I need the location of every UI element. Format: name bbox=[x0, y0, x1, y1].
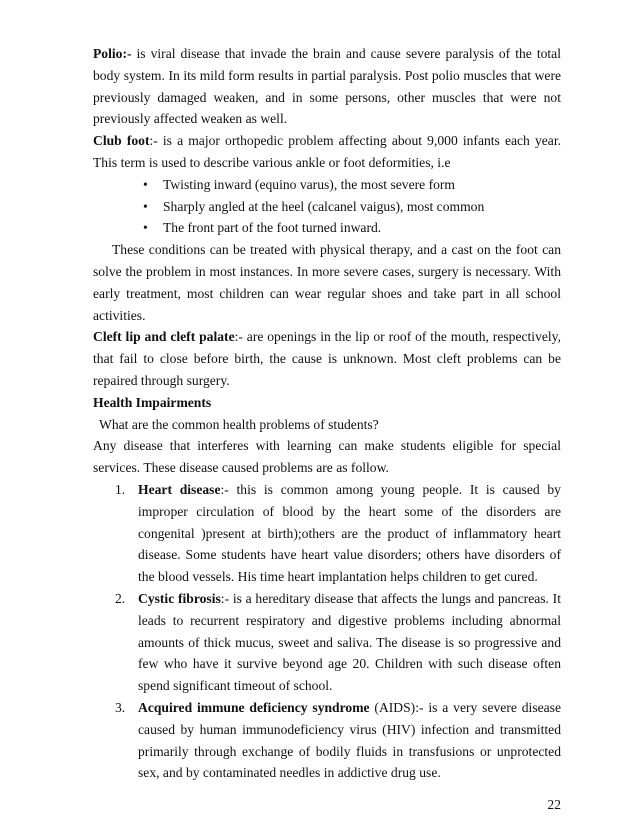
health-question: What are the common health problems of students? bbox=[99, 416, 379, 432]
list-item bbox=[115, 479, 561, 588]
polio-term: Polio:- bbox=[93, 46, 132, 61]
clubfoot-bullet-list bbox=[93, 174, 561, 239]
item-text: :- is a hereditary disease that affects the lungs and pancreas. It leads to recurrent respiratory and digestive problems including abnormal amounts of thick mucus, sweet and saliva. The disease is so progressive and few who have it survive beyond age 20. Children with such disease often spend significant timeout of school. bbox=[138, 590, 561, 694]
item-number: 3. bbox=[115, 699, 126, 715]
clubfoot-term: Club foot bbox=[93, 133, 150, 149]
item-term: Acquired immune deficiency syndrome bbox=[138, 699, 370, 715]
bullet-icon: • bbox=[143, 220, 148, 236]
item-term: Cystic fibrosis bbox=[138, 590, 221, 606]
bullet-icon: • bbox=[143, 198, 148, 214]
item-number: 1. bbox=[115, 481, 126, 497]
page-body bbox=[93, 43, 561, 784]
list-item: • Sharply angled at the heel (calcanel vaigus), most common bbox=[143, 196, 561, 218]
item-text: (AIDS):- is a very severe disease caused by human immunodeficiency virus (HIV) infection and transmitted primarily through exchange of bodily fluids in transfusions or unprotected sex, and by contaminated needles in addictive drug use. bbox=[138, 699, 561, 781]
item-number: 2. bbox=[115, 590, 126, 606]
cleft-paragraph bbox=[93, 326, 561, 391]
cleft-text: :- are openings in the lip or roof of the mouth, respectively, that fail to close before birth, the cause is unknown. Most cleft problems can be repaired through surgery. bbox=[93, 329, 561, 388]
page-number: 22 bbox=[547, 797, 561, 812]
clubfoot-paragraph bbox=[93, 130, 561, 174]
list-item bbox=[115, 588, 561, 697]
clubfoot-treatment-paragraph: These conditions can be treated with physical therapy, and a cast on the foot can solve the problem in most instances. In more severe cases, surgery is necessary. With early treatment, most children can wear regular shoes and take part in all school activities. bbox=[93, 242, 561, 323]
polio-text: is viral disease that invade the brain and cause severe paralysis of the total body system. In its mild form results in partial paralysis. Post polio muscles that were previously damaged weaken, and in some persons, other muscles that were not previously affected weaken as well. bbox=[93, 46, 561, 127]
health-intro: Any disease that interferes with learning can make students eligible for special services. These disease caused problems are as follow. bbox=[93, 438, 561, 476]
list-item: • Twisting inward (equino varus), the most severe form bbox=[143, 174, 561, 196]
clubfoot-text: :- is a major orthopedic problem affecting about 9,000 infants each year. This term is used to describe various ankle or foot deformities, i.e bbox=[93, 133, 561, 170]
health-numbered-list bbox=[93, 479, 561, 784]
item-term: Heart disease bbox=[138, 481, 221, 497]
health-heading: Health Impairments bbox=[93, 394, 212, 410]
list-item bbox=[115, 697, 561, 784]
polio-paragraph bbox=[93, 43, 561, 130]
cleft-term: Cleft lip and cleft palate bbox=[93, 329, 235, 345]
item-text: :- this is common among young people. It is caused by improper circulation of blood by the heart some of the disorders are congenital )present at birth);others are the product of inflammatory heart disease. Some students have heart value disorders; others have disorders of the blood vessels. His time heart implantation helps children to get cured. bbox=[138, 481, 561, 585]
list-item: • The front part of the foot turned inward. bbox=[143, 217, 561, 239]
bullet-icon: • bbox=[143, 176, 148, 192]
